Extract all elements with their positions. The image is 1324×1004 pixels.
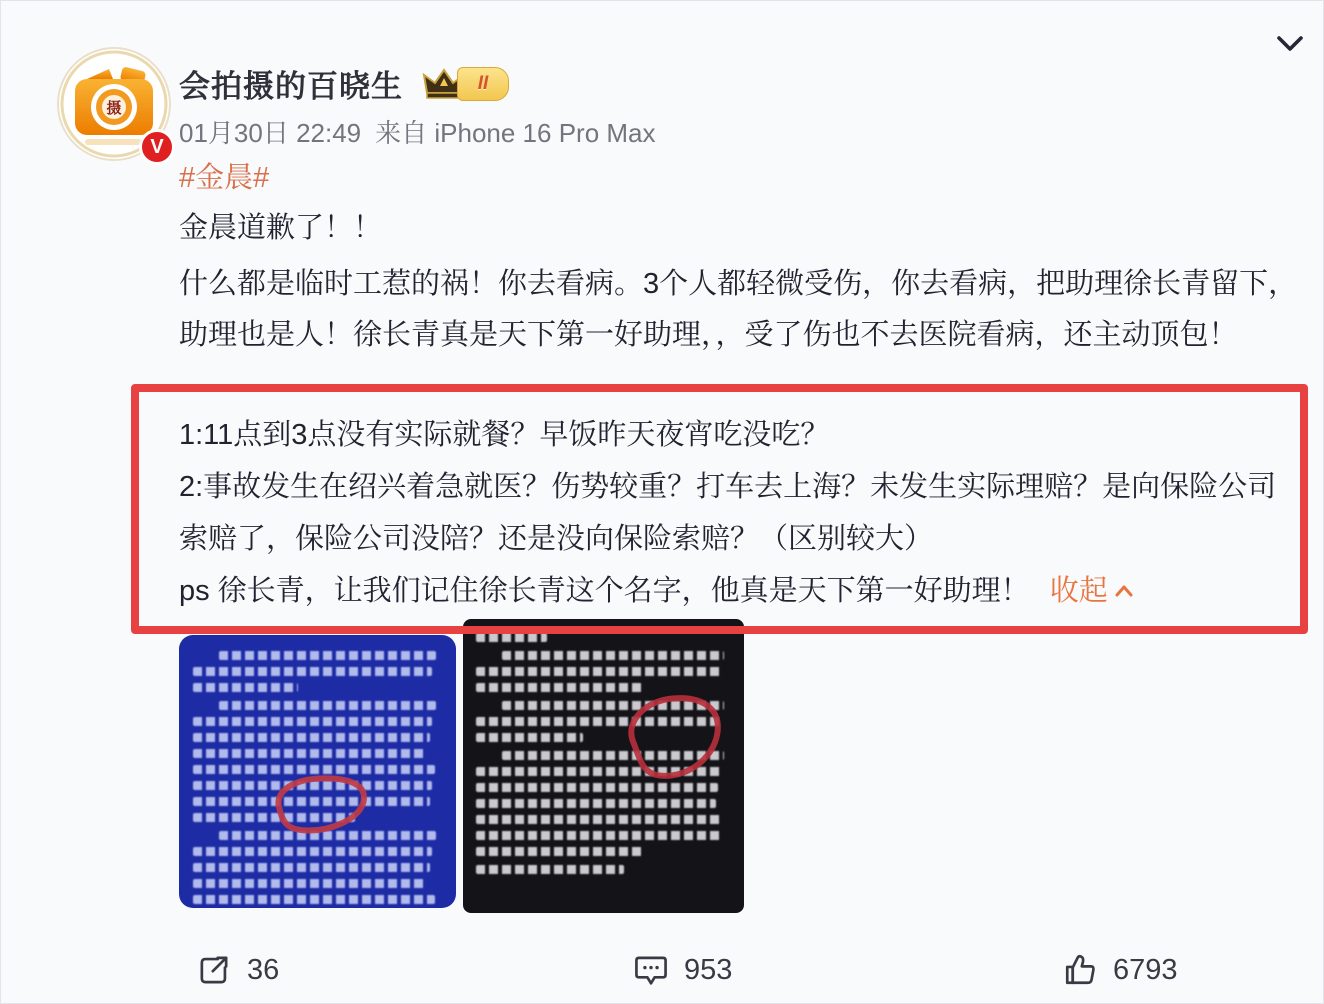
post-body-text: 什么都是临时工惹的祸！你去看病。3个人都轻微受伤，你去看病，把助理徐长青留下，助理也是人！徐长青真是天下第一好助理，，受了伤也不去医院看病，还主动顶包！ [179,268,1298,351]
source-device-link[interactable]: 来自 iPhone 16 Pro Max [375,118,656,148]
comment-icon [634,953,668,987]
highlight-question-1: 1:11点到3点没有实际就餐？早饭昨天夜宵吃没吃？ [179,419,830,451]
timestamp[interactable]: 01月30日 22:49 [179,118,362,148]
highlight-question-2: 2:事故发生在绍兴着急就医？伤势较重？打车去上海？未发生实际理赔？是向保险公司索赔了，保险公司没陪？还是没向保险索赔？（区别较大） [179,471,1277,555]
vip-level-label: II [457,67,509,101]
chevron-down-icon[interactable] [1273,29,1307,59]
vip-crown-badge [421,65,509,103]
comment-count: 953 [684,953,733,986]
thumbs-up-icon [1063,953,1097,987]
highlight-postscript: ps 徐长青，让我们记住徐长青这个名字，他真是天下第一好助理！ 收起 [179,565,1284,617]
like-count: 6793 [1113,953,1178,986]
username[interactable]: 会拍摄的百晓生 [179,69,403,104]
blurred-document-text [476,633,731,874]
blurred-document-text [193,651,442,908]
action-bar [1,935,1324,1004]
repost-button[interactable] [197,953,279,987]
avatar[interactable] [57,47,175,165]
attachment-image-blue-document[interactable] [179,635,456,908]
svg-text:摄: 摄 [106,100,122,117]
chevron-up-icon [1114,584,1134,598]
attachment-image-black-document[interactable] [463,619,744,913]
hashtag-link[interactable]: #金晨# [179,162,270,194]
comment-button[interactable] [634,953,732,987]
repost-icon [197,953,231,987]
collapse-link[interactable]: 收起 [1050,575,1134,607]
verified-badge-icon: V [139,129,175,165]
like-button[interactable] [1063,953,1178,987]
repost-count: 36 [247,953,280,986]
post-intro-text: 金晨道歉了！！ [179,212,383,244]
red-highlight-box [131,384,1308,634]
